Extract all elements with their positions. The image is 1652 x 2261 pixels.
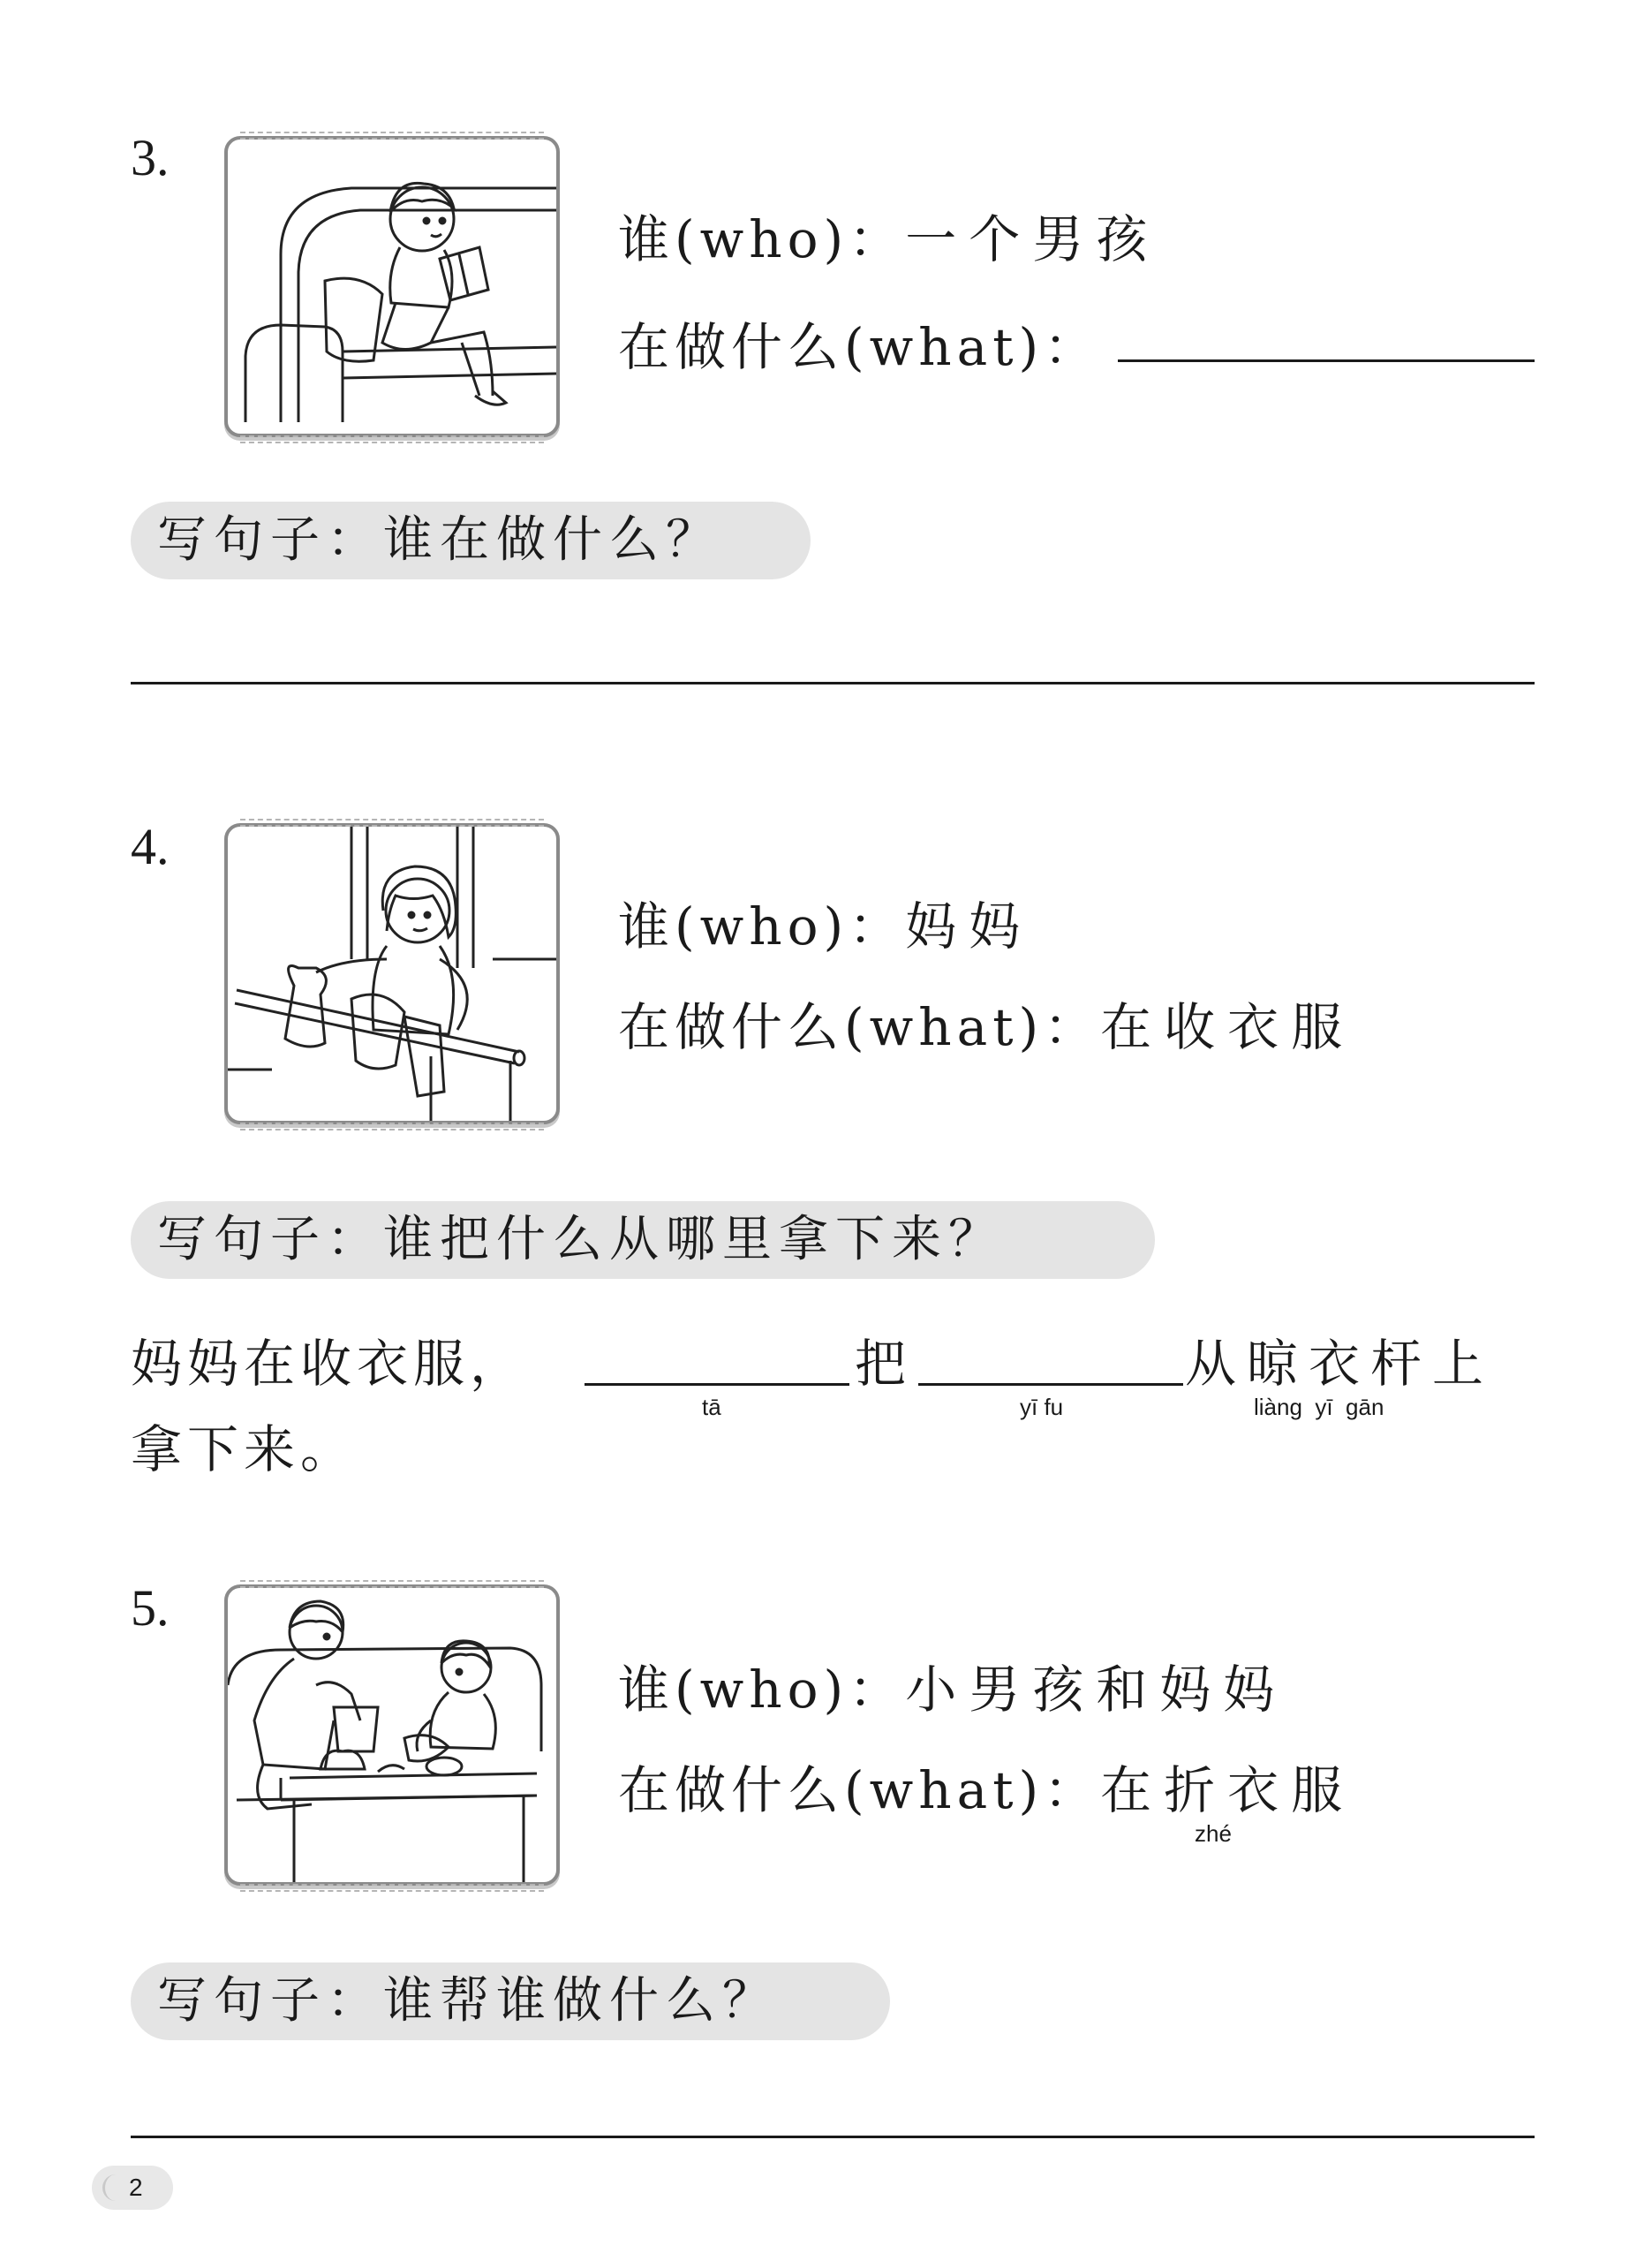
page-number: 2 [92,2166,173,2210]
pinyin-hint-liangyigan: liàng yī gān [1254,1394,1384,1420]
who-value: 一个男孩 [905,209,1160,269]
folding-clothes-drawing [228,1588,556,1882]
item-number: 3. [131,129,170,186]
what-label: 在做什么(what)： [618,997,1101,1057]
sentence-answer-line[interactable] [131,2136,1535,2138]
sentence-part-1: 妈妈在收衣服， [131,1334,527,1394]
sentence-prompt: 写句子：谁帮谁做什么？ [131,1962,890,2040]
illustration-boy-reading [224,136,560,437]
boy-reading-drawing [228,140,556,434]
pinyin-hint-zhe: zhé [1195,1820,1232,1847]
pinyin-hint-yifu: yī fu [1020,1394,1064,1420]
what-line [618,317,1101,377]
what-value: 在收衣服 [1100,997,1355,1057]
sentence-prompt: 写句子：谁把什么从哪里拿下来？ [131,1201,1155,1279]
sentence-prompt: 写句子：谁在做什么？ [131,502,811,579]
who-label: 谁(who)： [618,1660,906,1720]
item-number: 5. [131,1579,170,1637]
sentence-part-4: 拿下来。 [131,1419,358,1479]
illustration-folding-clothes [224,1584,560,1886]
what-label: 在做什么(what)： [618,317,1101,377]
who-line [618,209,1160,269]
what-value: 在折衣服 [1100,1760,1355,1820]
answer-blank-yifu[interactable] [918,1383,1183,1386]
item-number: 4. [131,818,170,875]
mother-clothes-drawing [228,827,556,1121]
who-value: 妈妈 [905,896,1033,957]
who-line [618,1660,1287,1720]
sentence-part-2: 把 [855,1334,912,1394]
who-label: 谁(who)： [618,896,906,957]
answer-blank-ta[interactable] [585,1383,849,1386]
what-label: 在做什么(what)： [618,1760,1101,1820]
sentence-answer-line[interactable] [131,682,1535,684]
what-line [618,1760,1355,1820]
pinyin-hint-ta: tā [702,1394,721,1420]
what-line [618,997,1355,1057]
who-value: 小男孩和妈妈 [905,1660,1287,1720]
who-label: 谁(who)： [618,209,906,269]
who-line [618,896,1033,957]
what-answer-blank[interactable] [1118,359,1535,362]
sentence-part-3: 从晾衣杆上 [1185,1334,1495,1394]
illustration-mother-taking-clothes [224,823,560,1124]
